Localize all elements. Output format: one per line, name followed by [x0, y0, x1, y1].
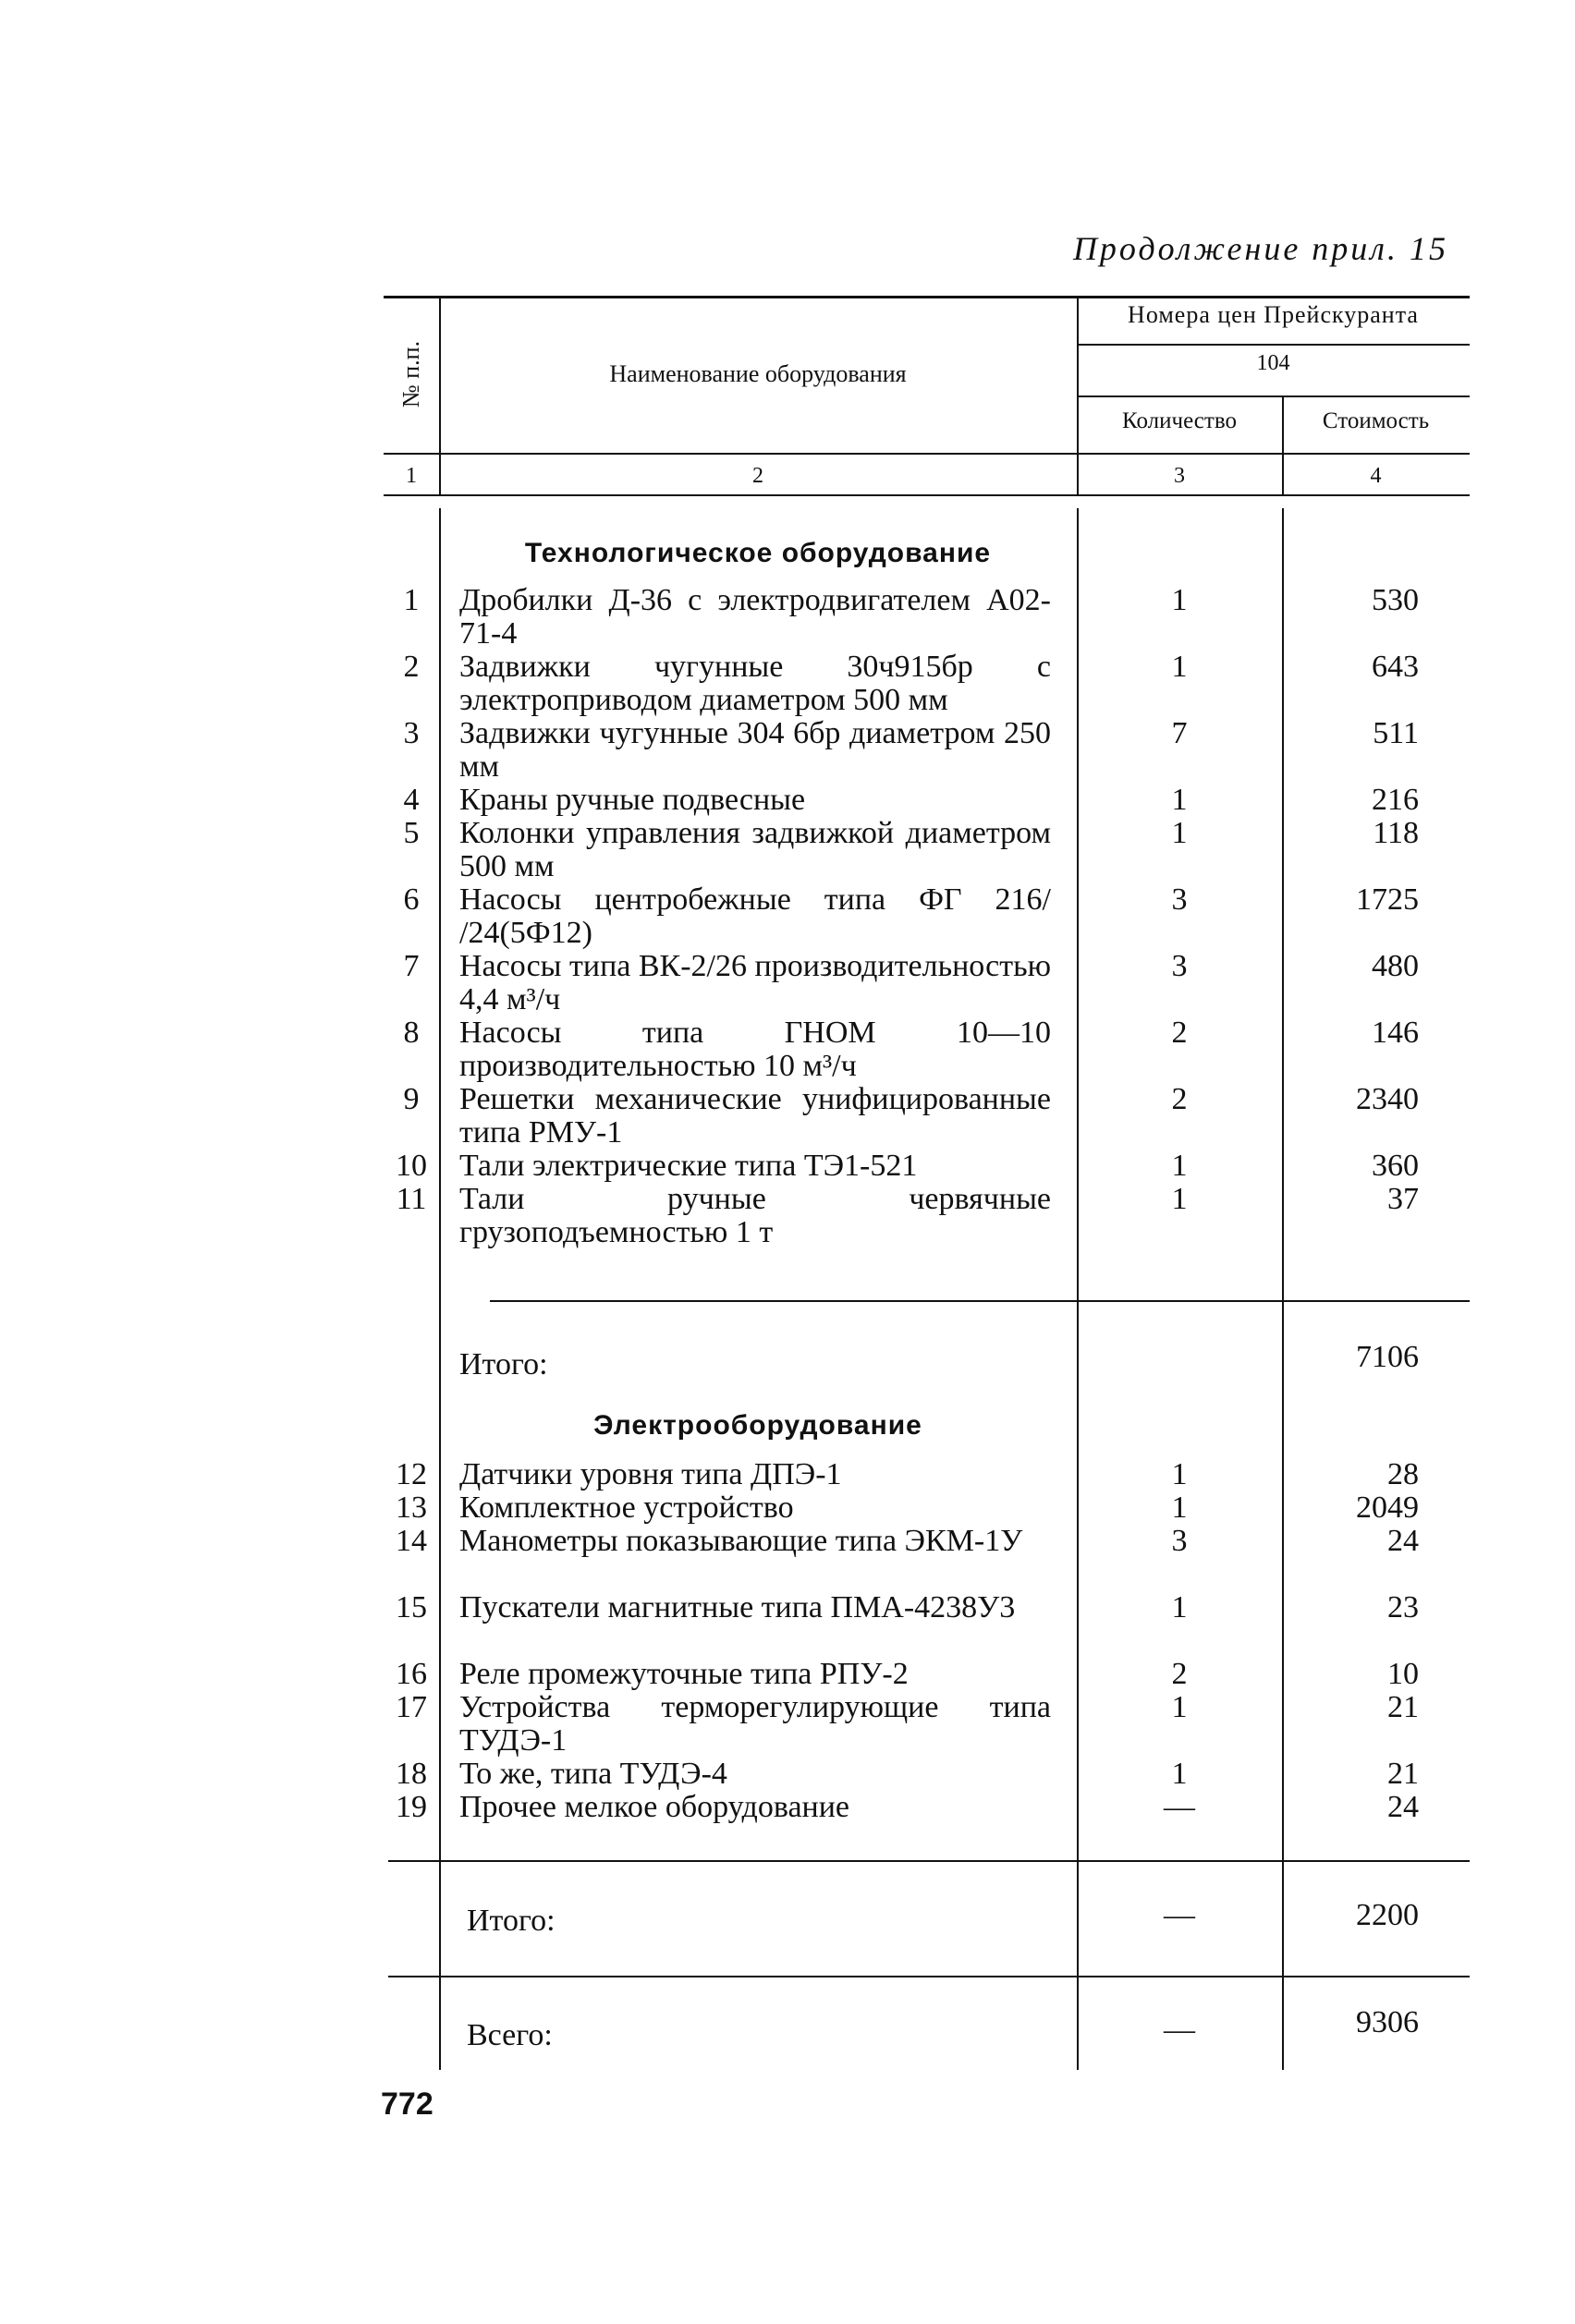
- table-row: [384, 651, 1470, 715]
- row-number: 4: [403, 783, 420, 817]
- row-name: Краны ручные подвесные: [459, 783, 806, 817]
- row-name: Реле промежуточные типа РПУ-2: [459, 1657, 909, 1691]
- row-number: 3: [403, 716, 420, 750]
- column-number-4: 4: [1370, 464, 1382, 488]
- row-number: 5: [403, 816, 420, 850]
- row-quantity: 1: [1171, 1757, 1188, 1791]
- column-number-1: 1: [406, 464, 417, 488]
- row-number: 18: [396, 1757, 427, 1791]
- section-title: Технологическое оборудование: [524, 538, 992, 568]
- row-number: 6: [403, 882, 420, 917]
- subtotal-quantity: —: [1164, 1898, 1195, 1932]
- row-cost: 118: [1373, 816, 1419, 850]
- column-number-2: 2: [752, 464, 763, 488]
- row-number: 8: [403, 1016, 420, 1050]
- grand-total-label: Всего:: [467, 2018, 553, 2052]
- row-quantity: 2: [1171, 1082, 1188, 1116]
- appendix-caption: Продолжение прил. 15: [1072, 230, 1448, 267]
- row-quantity: 1: [1171, 1491, 1188, 1525]
- row-cost: 1725: [1356, 882, 1419, 917]
- table-row: [384, 1525, 1470, 1589]
- row-name: Задвижки чугунные 304 6бр диаметром 250 мм: [459, 716, 1051, 784]
- row-cost: 480: [1372, 949, 1419, 983]
- row-cost: 37: [1387, 1182, 1419, 1216]
- row-number: 13: [396, 1491, 427, 1525]
- row-name: Датчики уровня типа ДПЭ-1: [459, 1457, 842, 1491]
- table-row: [384, 950, 1470, 1015]
- row-name: Колонки управления задвижкой диаметром 500 мм: [459, 816, 1051, 883]
- row-cost: 643: [1372, 650, 1419, 684]
- row-name: Прочее мелкое оборудование: [459, 1790, 850, 1824]
- page-number: 772: [381, 2087, 433, 2122]
- table-row: [384, 1791, 1470, 1856]
- table-row: [384, 1083, 1470, 1148]
- grand-total-rule: [388, 1976, 1470, 1977]
- row-cost: 2049: [1356, 1491, 1419, 1525]
- table-row: [384, 1591, 1470, 1656]
- table-row: [384, 817, 1470, 882]
- row-name: То же, типа ТУДЭ-4: [459, 1757, 727, 1791]
- row-number: 19: [396, 1790, 427, 1824]
- table-header: [384, 296, 1470, 497]
- row-quantity: 2: [1171, 1657, 1188, 1691]
- row-number: 12: [396, 1457, 427, 1491]
- row-name: Устройства терморегулирующие типа ТУДЭ-1: [459, 1690, 1051, 1758]
- row-name: Пускатели магнитные типа ПМА-4238У3: [459, 1590, 1016, 1624]
- row-cost: 146: [1372, 1016, 1419, 1050]
- row-number: 11: [396, 1182, 427, 1216]
- table-row: [384, 717, 1470, 782]
- row-cost: 23: [1387, 1590, 1419, 1624]
- row-quantity: 1: [1171, 816, 1188, 850]
- row-name: Задвижки чугунные 30ч915бр с электроприводом диаметром 500 мм: [459, 650, 1051, 717]
- row-cost: 24: [1387, 1790, 1419, 1824]
- row-cost: 28: [1387, 1457, 1419, 1491]
- row-name: Комплектное устройство: [459, 1491, 794, 1525]
- row-number: 1: [403, 583, 420, 617]
- subtotal-rule: [490, 1300, 1470, 1302]
- row-name: Насосы типа ВК-2/26 производительностью 4,4 м³/ч: [459, 949, 1051, 1016]
- section-title: Электрооборудование: [593, 1410, 922, 1441]
- header-pricelist: Номера цен Прейскуранта: [1128, 301, 1419, 328]
- header-cost-column: Стоимость: [1322, 408, 1430, 433]
- row-cost: 21: [1387, 1690, 1419, 1724]
- row-cost: 530: [1372, 583, 1419, 617]
- row-cost: 24: [1387, 1524, 1419, 1558]
- row-name: Насосы центробежные типа ФГ 216/ /24(5Ф12): [459, 882, 1051, 950]
- row-name: Насосы типа ГНОМ 10—10 производительностью 10 м³/ч: [459, 1016, 1051, 1083]
- grand-total-cost: 9306: [1356, 2005, 1419, 2039]
- row-number: 17: [396, 1690, 427, 1724]
- subtotal-label: Итого:: [459, 1347, 548, 1381]
- row-quantity: 1: [1171, 1690, 1188, 1724]
- row-quantity: 1: [1171, 1457, 1188, 1491]
- row-quantity: 1: [1171, 1590, 1188, 1624]
- table-row: [384, 584, 1470, 649]
- table-row: [384, 1691, 1470, 1756]
- subtotal-cost: 2200: [1356, 1898, 1419, 1932]
- subtotal-cost: 7106: [1356, 1340, 1419, 1374]
- row-quantity: 7: [1171, 716, 1188, 750]
- row-cost: 2340: [1356, 1082, 1419, 1116]
- row-quantity: 3: [1171, 949, 1188, 983]
- row-cost: 360: [1372, 1149, 1419, 1183]
- row-quantity: 1: [1171, 583, 1188, 617]
- subtotal-label: Итого:: [467, 1904, 556, 1938]
- row-quantity: 1: [1171, 1182, 1188, 1216]
- row-quantity: 1: [1171, 650, 1188, 684]
- row-name: Дробилки Д-36 с электродвигателем А02-71-4: [459, 583, 1051, 651]
- row-name: Решетки механические унифицированные типа РМУ-1: [459, 1082, 1051, 1150]
- row-cost: 21: [1387, 1757, 1419, 1791]
- row-number: 9: [403, 1082, 420, 1116]
- row-number: 14: [396, 1524, 427, 1558]
- header-number-column: № п.п.: [397, 340, 425, 408]
- row-number: 2: [403, 650, 420, 684]
- row-number: 7: [403, 949, 420, 983]
- subtotal-rule: [388, 1860, 1470, 1862]
- row-name: Манометры показывающие типа ЭКМ-1У: [459, 1524, 1023, 1558]
- row-quantity: —: [1164, 1790, 1195, 1824]
- header-quantity-column: Количество: [1122, 408, 1237, 433]
- row-quantity: 3: [1171, 1524, 1188, 1558]
- row-cost: 216: [1372, 783, 1419, 817]
- header-pricelist-number: 104: [1256, 351, 1290, 375]
- row-quantity: 1: [1171, 783, 1188, 817]
- table-row: [384, 1183, 1470, 1247]
- column-number-3: 3: [1174, 464, 1185, 488]
- row-cost: 10: [1387, 1657, 1419, 1691]
- row-number: 15: [396, 1590, 427, 1624]
- row-quantity: 2: [1171, 1016, 1188, 1050]
- row-name: Тали электрические типа ТЭ1-521: [459, 1149, 918, 1183]
- grand-total-quantity: —: [1164, 2013, 1195, 2047]
- row-quantity: 1: [1171, 1149, 1188, 1183]
- row-number: 10: [396, 1149, 427, 1183]
- row-quantity: 3: [1171, 882, 1188, 917]
- table-row: [384, 883, 1470, 948]
- row-name: Тали ручные червячные грузоподъемностью 1 т: [459, 1182, 1051, 1249]
- row-cost: 511: [1373, 716, 1419, 750]
- table-row: [384, 1016, 1470, 1081]
- header-name-column: Наименование оборудования: [609, 360, 907, 387]
- row-number: 16: [396, 1657, 427, 1691]
